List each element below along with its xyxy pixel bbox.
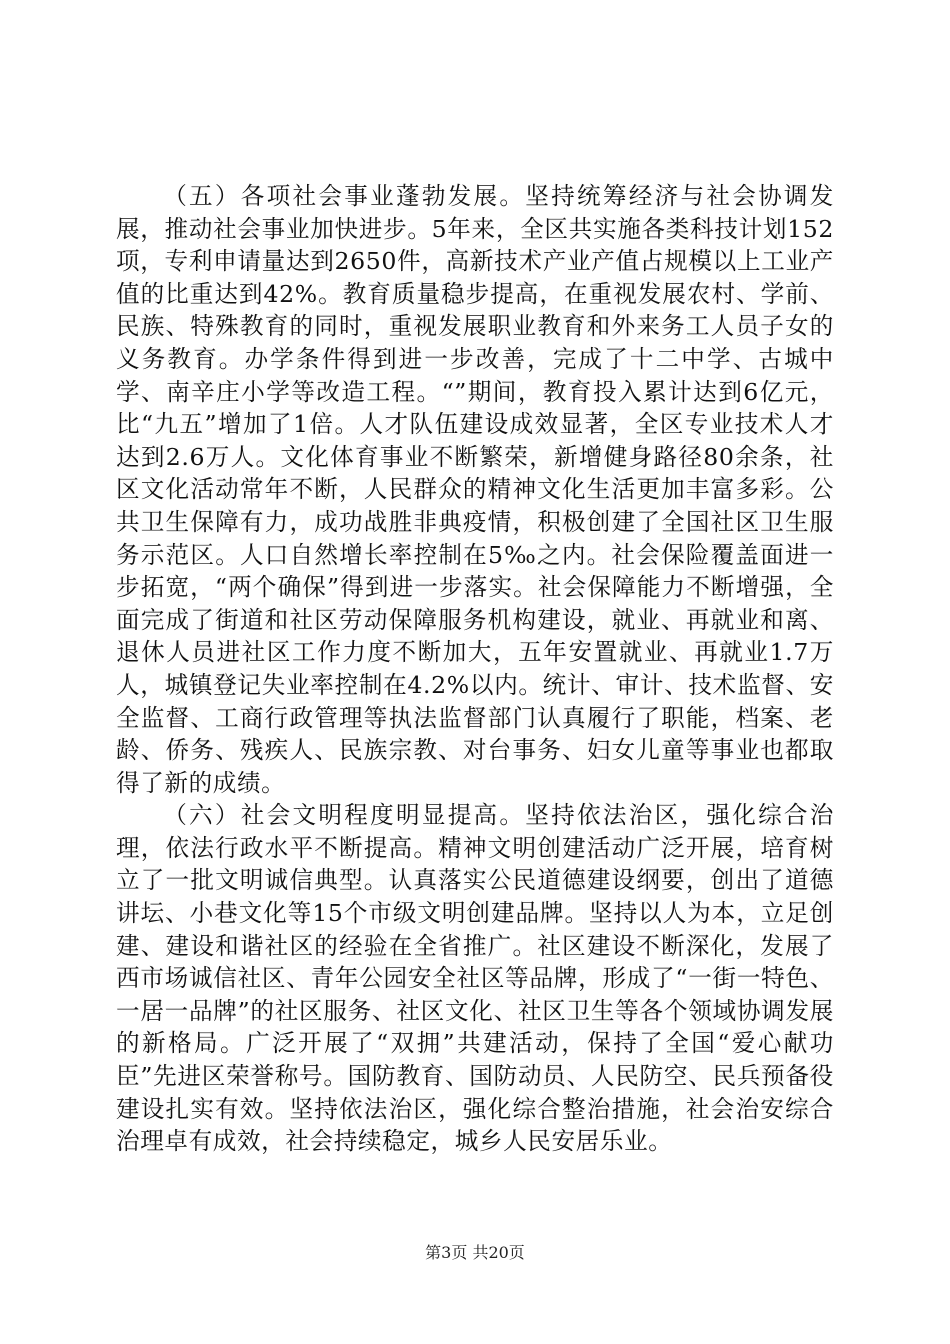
- document-body: [116, 180, 834, 1158]
- page-number-footer: 第3页 共20页: [425, 1243, 525, 1262]
- paragraph-social-undertakings: （五）各项社会事业蓬勃发展。坚持统筹经济与社会协调发展，推动社会事业加快进步。5年来，全区共实施各类科技计划152项，专利申请量达到2650件，高新技术产业产值占规模以上工业产值的比重达到42%。教育质量稳步提高，在重视发展农村、学前、民族、特殊教育的同时，重视发展职业教育和外来务工人员子女的义务教育。办学条件得到进一步改善，完成了十二中学、古城中学、南辛庄小学等改造工程。“”期间，教育投入累计达到6亿元，比“九五”增加了1倍。人才队伍建设成效显著，全区专业技术人才达到2.6万人。文化体育事业不断繁荣，新增健身路径80余条，社区文化活动常年不断，人民群众的精神文化生活更加丰富多彩。公共卫生保障有力，成功战胜非典疫情，积极创建了全国社区卫生服务示范区。人口自然增长率控制在5‰之内。社会保险覆盖面进一步拓宽，“两个确保”得到进一步落实。社会保障能力不断增强，全面完成了街道和社区劳动保障服务机构建设，就业、再就业和离、退休人员进社区工作力度不断加大，五年安置就业、再就业1.7万人，城镇登记失业率控制在4.2%以内。统计、审计、技术监督、安全监督、工商行政管理等执法监督部门认真履行了职能，档案、老龄、侨务、残疾人、民族宗教、对台事务、妇女儿童等事业也都取得了新的成绩。: [116, 182, 834, 797]
- paragraph-social-civilization: （六）社会文明程度明显提高。坚持依法治区，强化综合治理，依法行政水平不断提高。精神文明创建活动广泛开展，培育树立了一批文明诚信典型。认真落实公民道德建设纲要，创出了道德讲坛、小巷文化等15个市级文明创建品牌。坚持以人为本，立足创建、建设和谐社区的经验在全省推广。社区建设不断深化，发展了西市场诚信社区、青年公园安全社区等品牌，形成了“一街一特色、一居一品牌”的社区服务、社区文化、社区卫生等各个领域协调发展的新格局。广泛开展了“双拥”共建活动，保持了全国“爱心献功臣”先进区荣誉称号。国防教育、国防动员、人民防空、民兵预备役建设扎实有效。坚持依法治区，强化综合整治措施，社会治安综合治理卓有成效，社会持续稳定，城乡人民安居乐业。: [116, 801, 834, 1156]
